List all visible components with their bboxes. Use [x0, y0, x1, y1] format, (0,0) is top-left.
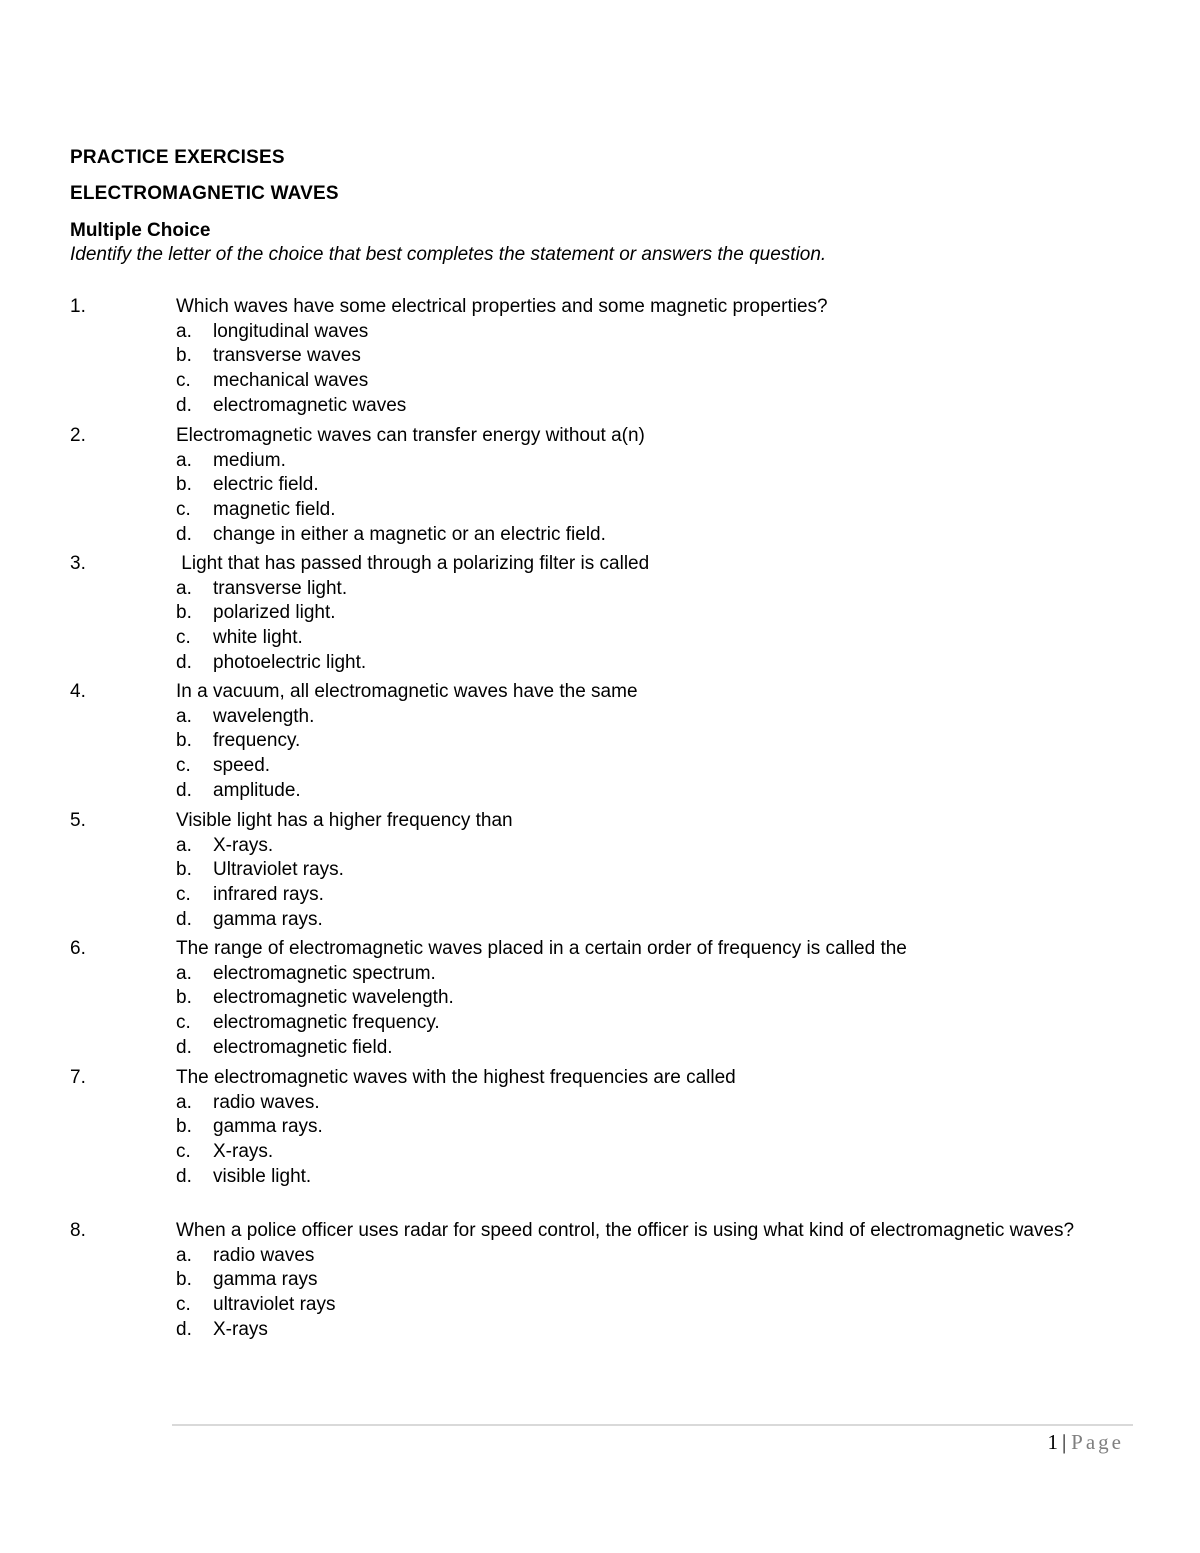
page-title: PRACTICE EXERCISES [70, 147, 285, 168]
question-7 [70, 1066, 1140, 1190]
choice-letter: b. [176, 1269, 192, 1291]
page-footer [1047, 1430, 1124, 1455]
answer-choice [176, 601, 1140, 626]
footer-separator: | [1061, 1430, 1067, 1454]
question-1 [70, 295, 1140, 419]
choice-text: gamma rays [213, 1269, 318, 1291]
question-number: 7. [70, 1067, 86, 1088]
answer-choice [176, 1244, 1140, 1269]
choice-text: photoelectric light. [213, 651, 367, 673]
question-stem: The range of electromagnetic waves placed in a certain order of frequency is called the [176, 938, 907, 959]
choice-text: ultraviolet rays [213, 1294, 336, 1316]
question-4 [70, 680, 1140, 804]
answer-choices [176, 834, 1140, 933]
choice-letter: a. [176, 1244, 192, 1266]
question-number: 3. [70, 553, 86, 574]
choice-text: X-rays [213, 1318, 268, 1340]
choice-letter: d. [176, 1036, 192, 1058]
choice-text: transverse light. [213, 577, 348, 599]
answer-choice [176, 729, 1140, 754]
choice-text: electromagnetic spectrum. [213, 962, 436, 984]
choice-text: amplitude. [213, 779, 301, 801]
answer-choice [176, 834, 1140, 859]
choice-letter: a. [176, 962, 192, 984]
choice-letter: c. [176, 627, 191, 649]
choice-letter: a. [176, 1091, 192, 1113]
question-3 [70, 552, 1140, 676]
question-stem: When a police officer uses radar for speed control, the officer is using what kind of electromagnetic waves? [176, 1220, 1075, 1241]
choice-letter: b. [176, 345, 192, 367]
answer-choice [176, 754, 1140, 779]
choice-text: frequency. [213, 730, 301, 752]
answer-choice [176, 986, 1140, 1011]
answer-choice [176, 577, 1140, 602]
answer-choice [176, 523, 1140, 548]
choice-text: change in either a magnetic or an electric field. [213, 523, 606, 545]
choice-text: polarized light. [213, 602, 336, 624]
answer-choice [176, 369, 1140, 394]
answer-choice [176, 1293, 1140, 1318]
answer-choice [176, 626, 1140, 651]
choice-text: gamma rays. [213, 908, 323, 930]
choice-text: radio waves. [213, 1091, 320, 1113]
answer-choices [176, 962, 1140, 1061]
answer-choices [176, 320, 1140, 419]
question-number: 6. [70, 938, 86, 959]
answer-choice [176, 394, 1140, 419]
question-6 [70, 937, 1140, 1061]
answer-choices [176, 1091, 1140, 1190]
answer-choice [176, 962, 1140, 987]
answer-choice [176, 1011, 1140, 1036]
choice-text: longitudinal waves [213, 320, 369, 342]
choice-text: infrared rays. [213, 884, 324, 906]
page-subtitle: ELECTROMAGNETIC WAVES [70, 183, 339, 204]
question-number: 8. [70, 1220, 86, 1241]
answer-choice [176, 883, 1140, 908]
page-label: Page [1071, 1430, 1124, 1454]
answer-choice [176, 705, 1140, 730]
choice-text: electromagnetic frequency. [213, 1012, 440, 1034]
choice-text: electromagnetic field. [213, 1036, 393, 1058]
choice-letter: d. [176, 1318, 192, 1340]
answer-choice [176, 1036, 1140, 1061]
choice-letter: c. [176, 370, 191, 392]
choice-text: electric field. [213, 474, 319, 496]
choice-text: electromagnetic waves [213, 394, 407, 416]
answer-choice [176, 1115, 1140, 1140]
choice-letter: a. [176, 577, 192, 599]
question-number: 1. [70, 296, 86, 317]
answer-choice [176, 1140, 1140, 1165]
footer-rule [172, 1424, 1133, 1426]
answer-choice [176, 908, 1140, 933]
choice-letter: d. [176, 779, 192, 801]
choice-letter: b. [176, 987, 192, 1009]
choice-text: Ultraviolet rays. [213, 859, 344, 881]
question-8 [70, 1219, 1140, 1343]
choice-letter: d. [176, 908, 192, 930]
choice-letter: c. [176, 1294, 191, 1316]
answer-choice [176, 1318, 1140, 1343]
choice-letter: c. [176, 1141, 191, 1163]
choice-letter: b. [176, 474, 192, 496]
choice-letter: a. [176, 705, 192, 727]
choice-letter: b. [176, 730, 192, 752]
choice-text: visible light. [213, 1165, 312, 1187]
question-number: 4. [70, 681, 86, 702]
choice-text: gamma rays. [213, 1116, 323, 1138]
choice-text: X-rays. [213, 834, 274, 856]
answer-choice [176, 320, 1140, 345]
answer-choices [176, 577, 1140, 676]
choice-text: mechanical waves [213, 370, 369, 392]
answer-choices [176, 705, 1140, 804]
choice-text: speed. [213, 755, 271, 777]
choice-letter: d. [176, 394, 192, 416]
answer-choice [176, 1091, 1140, 1116]
answer-choice [176, 1165, 1140, 1190]
choice-text: X-rays. [213, 1141, 274, 1163]
choice-letter: b. [176, 1116, 192, 1138]
question-stem: In a vacuum, all electromagnetic waves have the same [176, 681, 638, 702]
question-5 [70, 809, 1140, 933]
choice-text: electromagnetic wavelength. [213, 987, 454, 1009]
choice-letter: a. [176, 449, 192, 471]
question-2 [70, 424, 1140, 548]
choice-text: magnetic field. [213, 499, 336, 521]
question-stem: Electromagnetic waves can transfer energy without a(n) [176, 425, 645, 446]
answer-choice [176, 344, 1140, 369]
answer-choices [176, 449, 1140, 548]
instructions: Identify the letter of the choice that best completes the statement or answers the question. [70, 244, 827, 265]
choice-text: medium. [213, 449, 286, 471]
choice-text: white light. [213, 627, 303, 649]
question-stem: Visible light has a higher frequency than [176, 810, 513, 831]
choice-letter: a. [176, 834, 192, 856]
choice-letter: b. [176, 602, 192, 624]
choice-letter: d. [176, 523, 192, 545]
section-heading: Multiple Choice [70, 220, 211, 241]
choice-letter: c. [176, 755, 191, 777]
answer-choice [176, 473, 1140, 498]
question-stem: Which waves have some electrical properties and some magnetic properties? [176, 296, 828, 317]
question-number: 2. [70, 425, 86, 446]
question-stem: The electromagnetic waves with the highest frequencies are called [176, 1067, 736, 1088]
choice-letter: c. [176, 884, 191, 906]
choice-text: wavelength. [213, 705, 315, 727]
choice-text: radio waves [213, 1244, 315, 1266]
choice-letter: b. [176, 859, 192, 881]
choice-letter: d. [176, 651, 192, 673]
choice-letter: c. [176, 499, 191, 521]
answer-choice [176, 498, 1140, 523]
answer-choice [176, 449, 1140, 474]
page-number: 1 [1047, 1430, 1058, 1454]
choice-letter: c. [176, 1012, 191, 1034]
choice-letter: d. [176, 1165, 192, 1187]
question-stem: Light that has passed through a polarizing filter is called [176, 553, 650, 574]
answer-choice [176, 858, 1140, 883]
answer-choice [176, 651, 1140, 676]
answer-choice [176, 779, 1140, 804]
answer-choices [176, 1244, 1140, 1343]
question-number: 5. [70, 810, 86, 831]
choice-letter: a. [176, 320, 192, 342]
answer-choice [176, 1268, 1140, 1293]
choice-text: transverse waves [213, 345, 361, 367]
